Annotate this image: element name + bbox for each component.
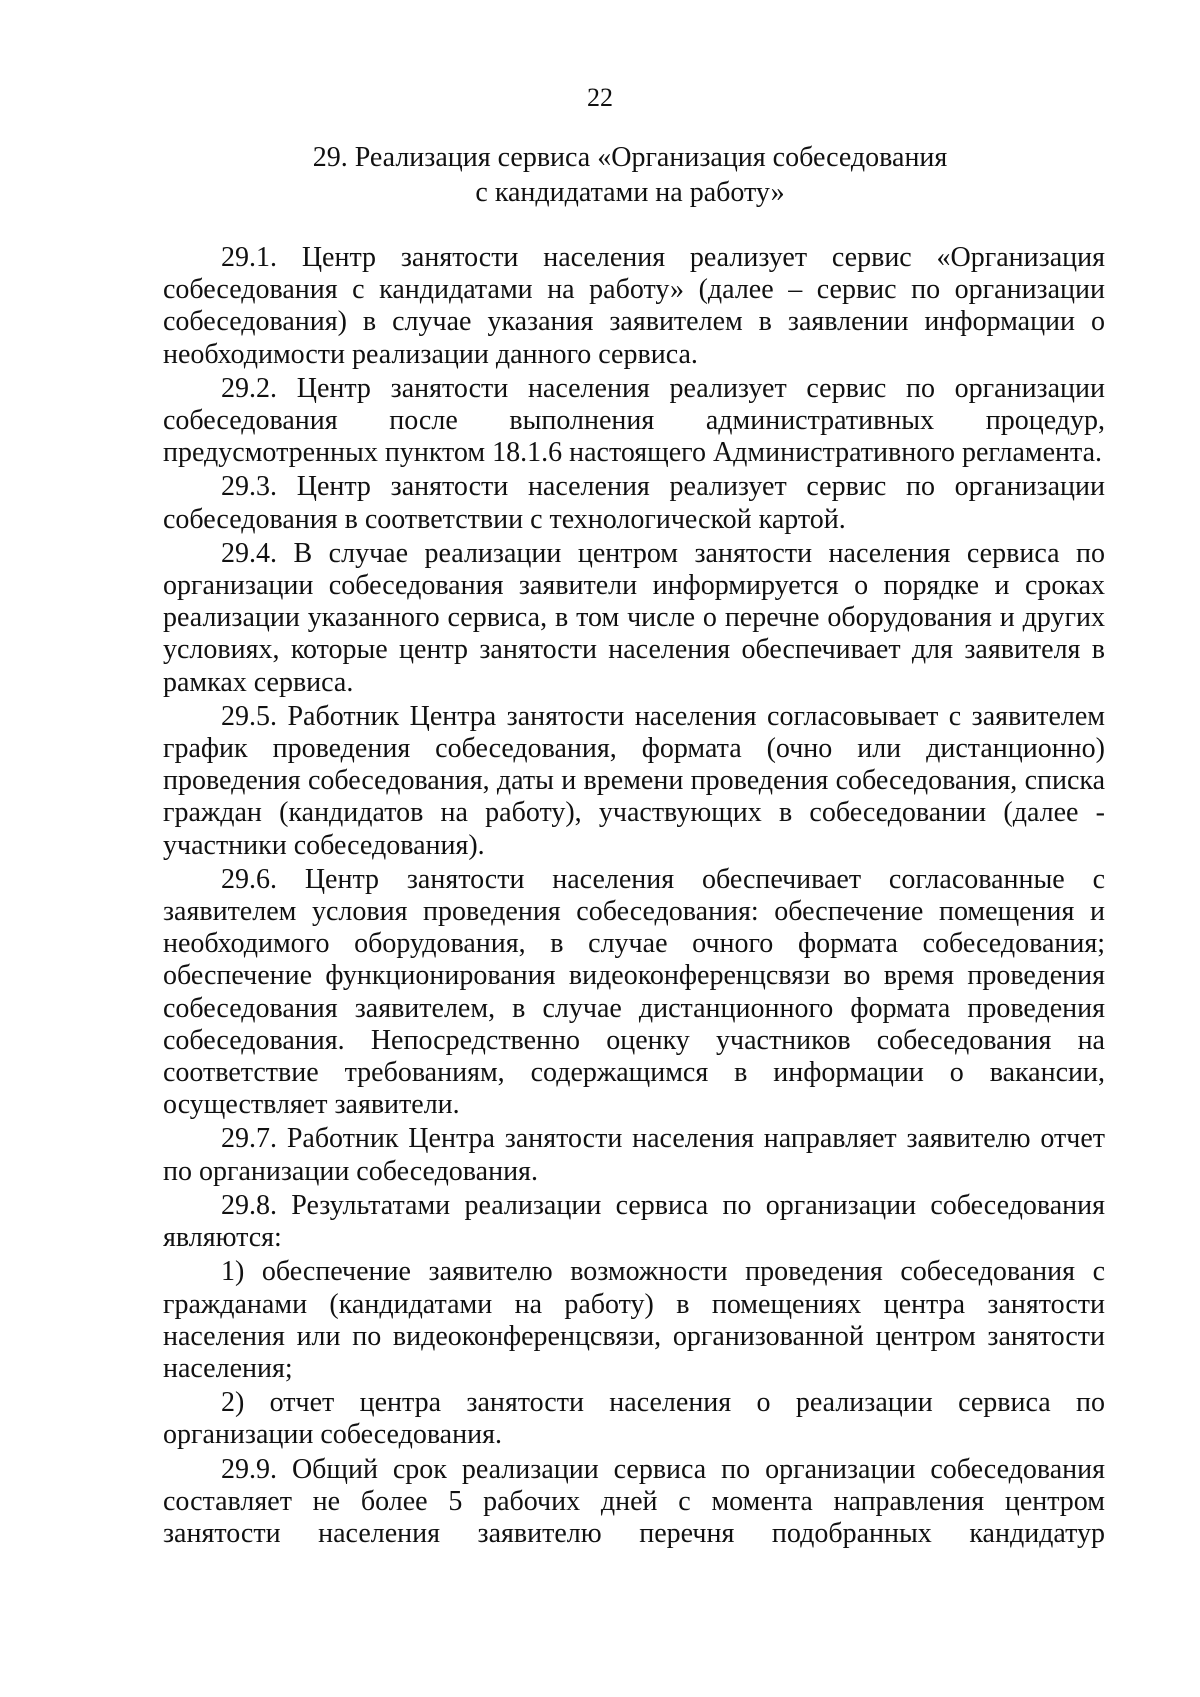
- paragraph-29-8: 29.8. Результатами реализации сервиса по организации собеседования являются:: [163, 1189, 1105, 1254]
- section-heading-line-1: 29. Реализация сервиса «Организация собеседования: [312, 142, 948, 173]
- paragraph-29-6: 29.6. Центр занятости населения обеспечивает согласованные с заявителем условия проведения собеседования: обеспечение помещения и необходимого оборудования, в случае очного формата собеседования; обеспечение функционирования видеоконференцсвязи во время проведения собеседования заявителем, в случае дистанционного формата проведения собеседования. Непосредственно оценку участников собеседования на соответствие требованиям, содержащимся в информации о вакансии, осуществляет заявители.: [163, 863, 1105, 1121]
- paragraph-29-4: 29.4. В случае реализации центром занятости населения сервиса по организации собеседования заявители информируется о порядке и сроках реализации указанного сервиса, в том числе о перечне оборудования и других условиях, которые центр занятости населения обеспечивает для заявителя в рамках сервиса.: [163, 537, 1105, 698]
- list-item-2: 2) отчет центра занятости населения о реализации сервиса по организации собеседования.: [163, 1387, 1105, 1451]
- paragraph-29-9: 29.9. Общий срок реализации сервиса по организации собеседования составляет не более 5 рабочих дней с момента направления центром занятости населения заявителю перечня подобранных кандидатур: [163, 1453, 1105, 1549]
- document-body: [163, 242, 1105, 1552]
- list-item-1: 1) обеспечение заявителю возможности проведения собеседования с гражданами (кандидатами на работу) в помещениях центра занятости населения или по видеоконференцсвязи, организованной центром занятости населения;: [163, 1256, 1105, 1384]
- paragraph-29-5: 29.5. Работник Центра занятости населения согласовывает с заявителем график проведения собеседования, формата (очно или дистанционно) проведения собеседования, даты и времени проведения собеседования, списка граждан (кандидатов на работу), участвующих в собеседовании (далее - участники собеседования).: [163, 700, 1105, 861]
- paragraph-29-2: 29.2. Центр занятости населения реализует сервис по организации собеседования после выполнения административных процедур, предусмотренных пунктом 18.1.6 настоящего Административного регламента.: [163, 372, 1105, 469]
- section-heading: [150, 140, 1110, 210]
- page-number: 22: [587, 83, 613, 112]
- paragraph-29-3: 29.3. Центр занятости населения реализует сервис по организации собеседования в соответствии с технологической картой.: [163, 471, 1105, 535]
- section-heading-line-2: с кандидатами на работу»: [475, 177, 785, 208]
- paragraph-29-7: 29.7. Работник Центра занятости населения направляет заявителю отчет по организации собеседования.: [163, 1123, 1105, 1187]
- paragraph-29-1: 29.1. Центр занятости населения реализует сервис «Организация собеседования с кандидатами на работу» (далее – сервис по организации собеседования) в случае указания заявителем в заявлении информации о необходимости реализации данного сервиса.: [163, 242, 1105, 370]
